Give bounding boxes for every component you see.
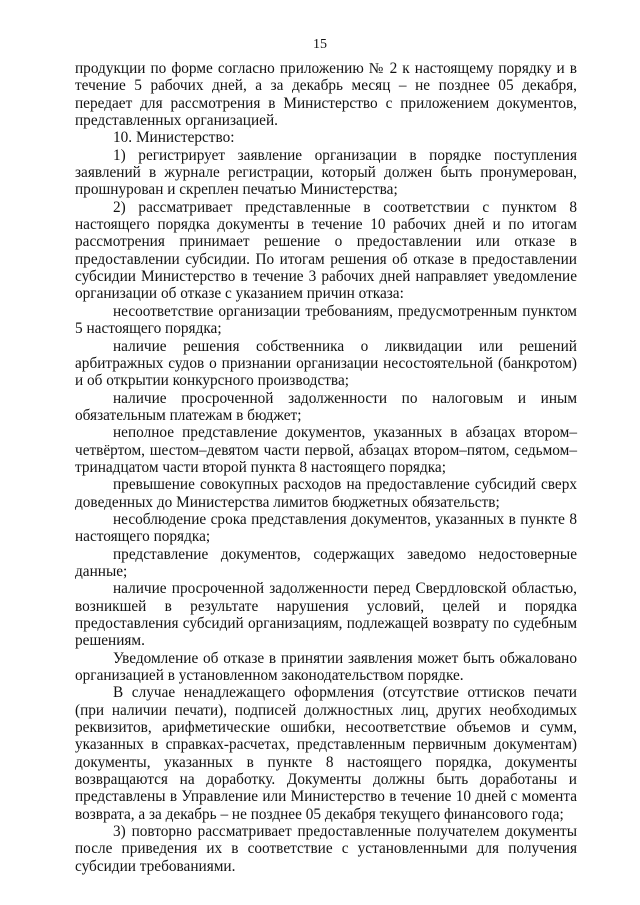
paragraph: неполное представление документов, указанных в абзацах втором–четвёртом, шестом–девятом части первой, абзацах втором–пятом, седьмом– тринадцатом части второй пункта 8 настоящего порядка;: [75, 424, 577, 476]
paragraph: наличие просроченной задолженности перед Свердловской областью, возникшей в результате нарушения условий, целей и порядка предоставления субсидий организациям, подлежащей возврату по судебным решениям.: [75, 580, 577, 650]
paragraph: 1) регистрирует заявление организации в порядке поступления заявлений в журнале регистрации, который должен быть пронумерован, прошнурован и скреплен печатью Министерства;: [75, 146, 577, 199]
paragraph: 10. Министерство:: [113, 129, 235, 147]
paragraph: В случае ненадлежащего оформления (отсутствие оттисков печати (при наличии печати), подписей должностных лиц, других необходимых реквизитов, арифметические ошибки, несоответствие объемов и сумм, указанных в справках-расчетах, представленным первичным документам) документы, указанных в пункте 8 настоящего порядка, документы возвращаются на доработку. Документы должны быть доработаны и представлены в Управление или Министерство в течение 10 дней с момента возврата, а за декабрь – не позднее 05 декабря текущего финансового года;: [75, 684, 577, 823]
paragraph: наличие просроченной задолженности по налоговым и иным обязательным платежам в бюджет;: [75, 389, 577, 424]
paragraph: Уведомление об отказе в принятии заявления может быть обжаловано организацией в установленном законодательством порядке.: [75, 649, 577, 685]
paragraph: продукции по форме согласно приложению № 2 к настоящему порядку и в течение 5 рабочих дней, а за декабрь месяц – не позднее 05 декабря, передает для рассмотрения в Министерство с приложением документов, представленных организацией.: [75, 60, 577, 130]
paragraph: 3) повторно рассматривает предоставленные получателем документы после приведения их в соответствие с установленными для получения субсидии требованиями.: [75, 823, 577, 875]
paragraph: 2) рассматривает представленные в соответствии с пунктом 8 настоящего порядка документы в течение 10 рабочих дней и по итогам рассмотрения принимает решение о предоставлении или отказе в предоставлении субсидии. По итогам решения об отказе в предоставлении субсидии Министерство в течение 3 рабочих дней направляет уведомление организации об отказе с указанием причин отказа:: [75, 198, 577, 303]
page-number: 15: [313, 37, 327, 52]
paragraph: несоблюдение срока представления документов, указанных в пункте 8 настоящего порядка;: [75, 510, 577, 546]
paragraph: наличие решения собственника о ликвидации или решений арбитражных судов о признании организации несостоятельной (банкротом) и об открытии конкурсного производства;: [75, 337, 577, 390]
paragraph: превышение совокупных расходов на предоставление субсидий сверх доведенных до Министерства лимитов бюджетных обязательств;: [75, 476, 577, 511]
document-body: [75, 60, 577, 875]
paragraph: несоответствие организации требованиям, предусмотренным пунктом 5 настоящего порядка;: [75, 302, 577, 338]
paragraph: представление документов, содержащих заведомо недостоверные данные;: [75, 545, 577, 580]
